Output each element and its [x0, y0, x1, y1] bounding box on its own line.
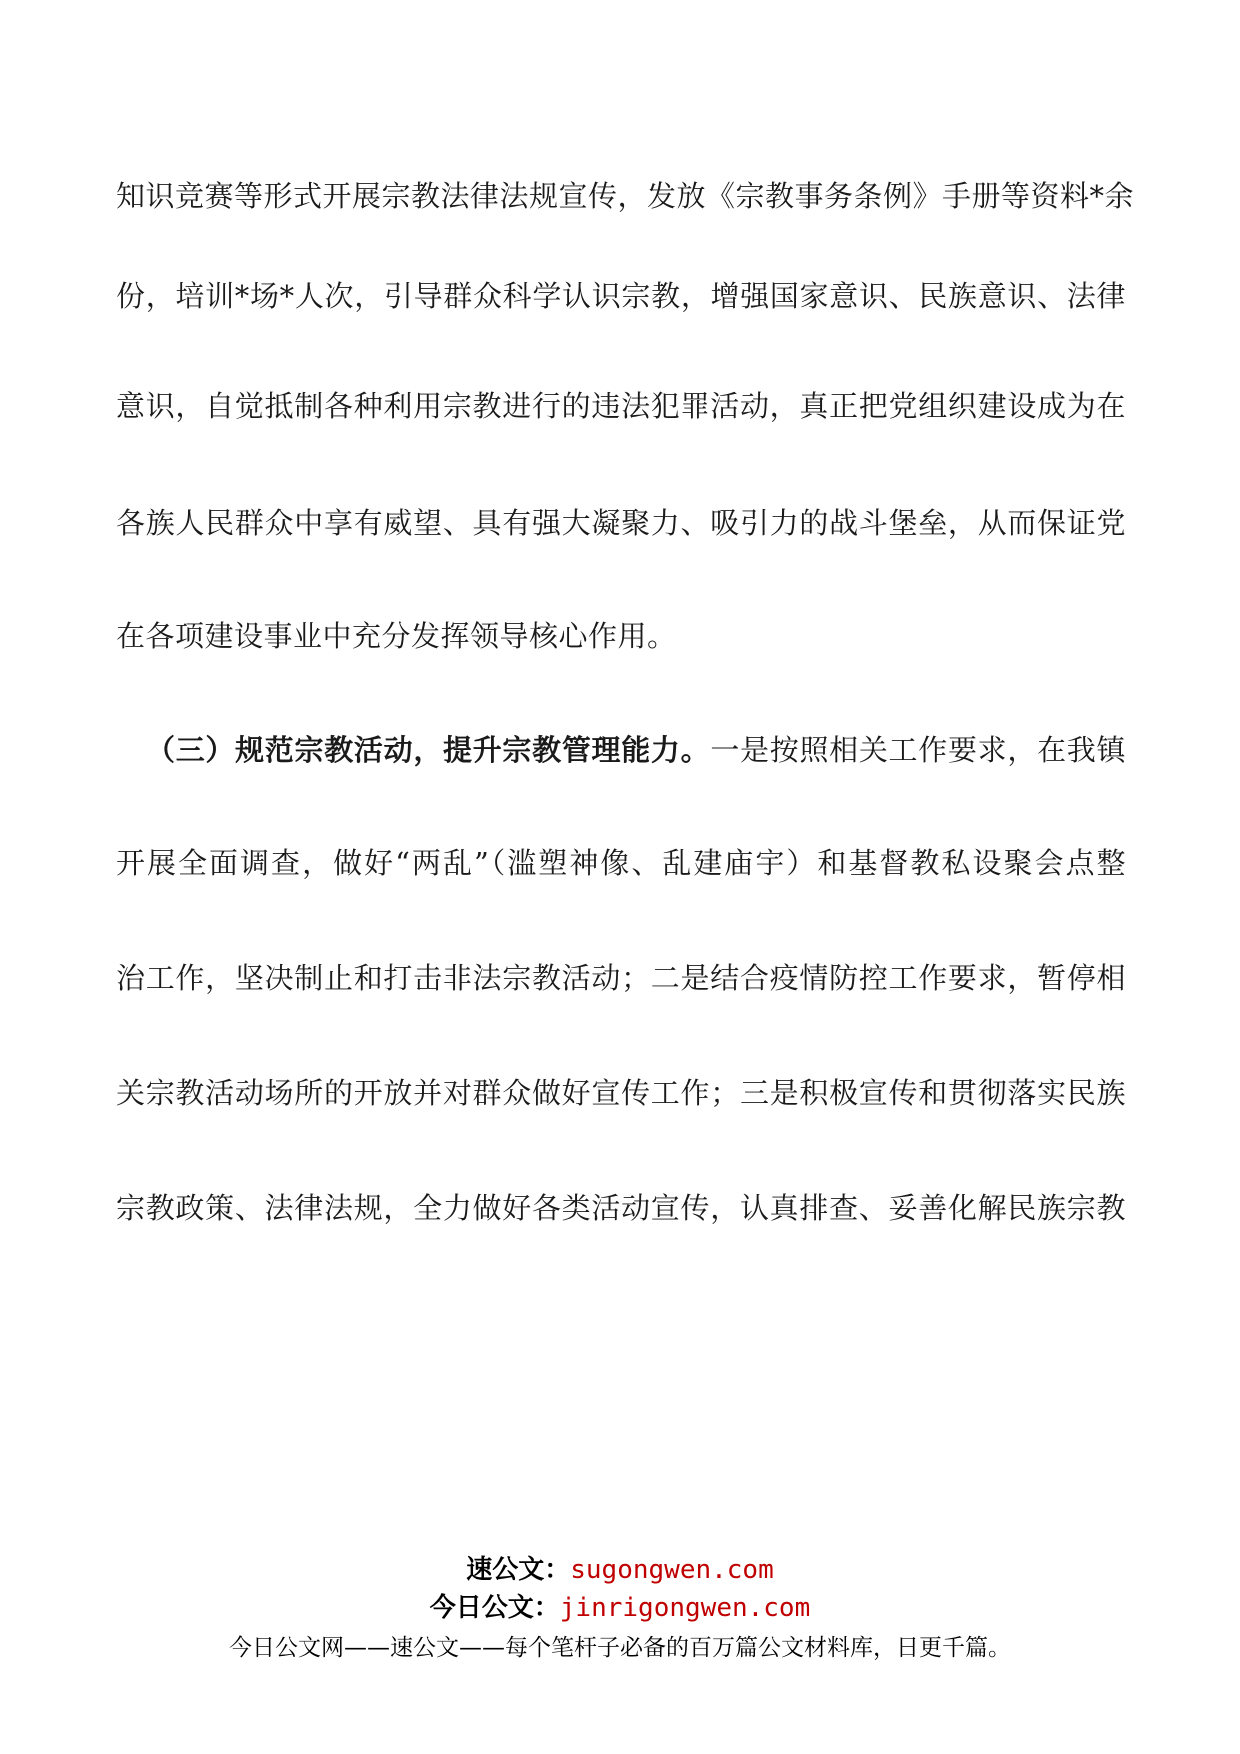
section-3-line-5: 宗教政策、法律法规，全力做好各类活动宣传，认真排查、妥善化解民族宗教 [116, 1191, 1126, 1225]
paragraph-line-5: 在各项建设事业中充分发挥领导核心作用。 [116, 619, 677, 653]
paragraph-line-3: 意识，自觉抵制各种利用宗教进行的违法犯罪活动，真正把党组织建设成为在 [116, 389, 1126, 423]
section-3-first-line-text: 一是按照相关工作要求，在我镇 [710, 733, 1126, 767]
paragraph-line-2: 份，培训*场*人次，引导群众科学认识宗教，增强国家意识、民族意识、法律 [116, 279, 1126, 313]
footer-slogan: 今日公文网——速公文——每个笔杆子必备的百万篇公文材料库，日更千篇。 [229, 1635, 1011, 1661]
footer-label-2: 今日公文： [429, 1593, 560, 1623]
section-3-heading: （三）规范宗教活动，提升宗教管理能力。 [146, 733, 711, 767]
footer-sugongwen [0, 1553, 1240, 1587]
paragraph-line-1: 知识竞赛等形式开展宗教法律法规宣传，发放《宗教事务条例》手册等资料*余 [116, 179, 1135, 213]
paragraph-line-4: 各族人民群众中享有威望、具有强大凝聚力、吸引力的战斗堡垒，从而保证党 [116, 506, 1126, 540]
section-3-line-2: 开展全面调查，做好“两乱”（滥塑神像、乱建庙宇）和基督教私设聚会点整 [116, 846, 1126, 880]
footer-jinrigongwen [0, 1591, 1240, 1625]
footer-label-1: 速公文： [466, 1555, 571, 1585]
section-3-line-4: 关宗教活动场所的开放并对群众做好宣传工作；三是积极宣传和贯彻落实民族 [116, 1076, 1126, 1110]
footer-link-jinrigongwen[interactable]: jinrigongwen.com [559, 1593, 811, 1623]
section-3-line-3: 治工作，坚决制止和打击非法宗教活动；二是结合疫情防控工作要求，暂停相 [116, 961, 1126, 995]
footer-link-sugongwen[interactable]: sugongwen.com [570, 1555, 774, 1585]
section-3-first-line [146, 730, 1126, 770]
